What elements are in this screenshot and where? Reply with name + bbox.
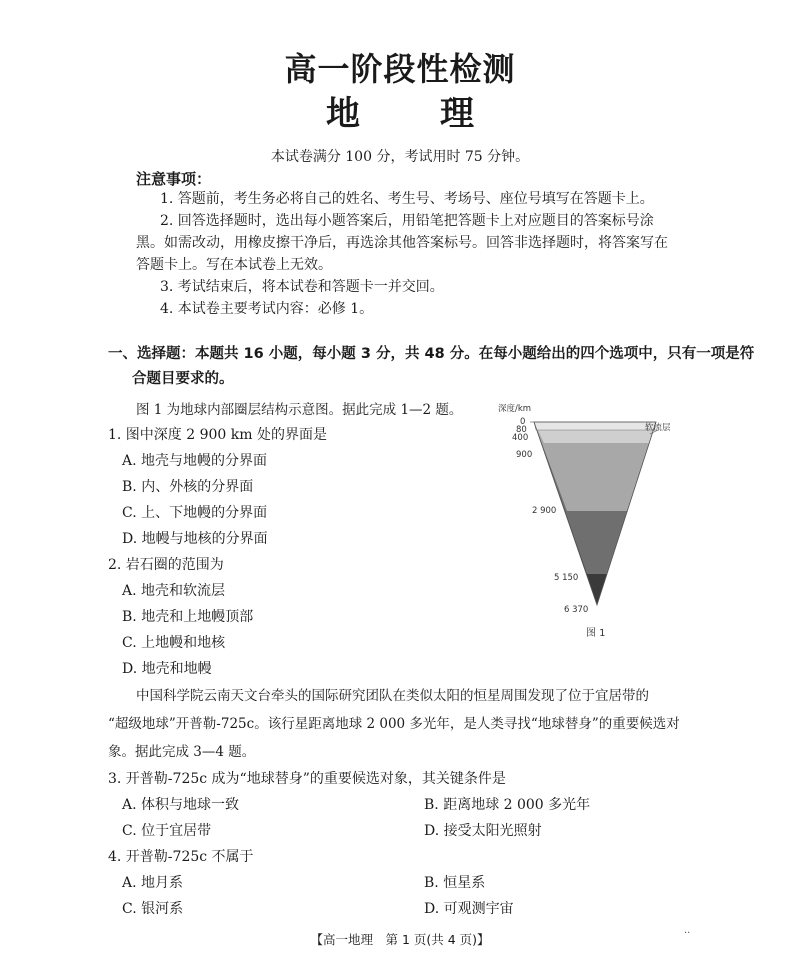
note-line-2: 2. 回答选择题时，选出每小题答案后，用铅笔把答题卡上对应题目的答案标号涂 bbox=[160, 213, 654, 229]
fig-depth-80: 80 bbox=[516, 425, 527, 435]
fig-depth-6370: 6 370 bbox=[564, 605, 589, 615]
group1-stem: 图 1 为地球内部圈层结构示意图。据此完成 1—2 题。 bbox=[136, 402, 463, 418]
q1-option-d: D. 地幔与地核的分界面 bbox=[122, 531, 268, 547]
passage-line-3: 象。据此完成 3—4 题。 bbox=[108, 744, 256, 760]
q1-option-a: A. 地壳与地幔的分界面 bbox=[122, 453, 268, 469]
exam-intro: 本试卷满分 100 分，考试用时 75 分钟。 bbox=[270, 149, 530, 165]
q4-option-a: A. 地月系 bbox=[122, 875, 184, 891]
q2-option-c: C. 上地幔和地核 bbox=[122, 635, 226, 651]
fig-depth-5150: 5 150 bbox=[554, 573, 579, 583]
q2-option-a: A. 地壳和软流层 bbox=[122, 583, 226, 599]
fig-layer-label: 软流层 bbox=[645, 423, 671, 433]
section-heading-line-2: 合题目要求的。 bbox=[132, 371, 234, 387]
corner-mark: ·· bbox=[684, 928, 691, 939]
q3-option-a: A. 体积与地球一致 bbox=[122, 797, 240, 813]
fig-crust bbox=[534, 422, 656, 430]
note-line-5: 3. 考试结束后，将本试卷和答题卡一并交回。 bbox=[160, 279, 444, 295]
passage-line-1: 中国科学院云南天文台牵头的国际研究团队在类似太阳的恒星周围发现了位于宜居带的 bbox=[136, 688, 649, 704]
page-footer: 【高一地理 第 1 页(共 4 页)】 bbox=[310, 932, 490, 947]
fig-depth-2900: 2 900 bbox=[532, 506, 557, 516]
passage-line-2: “超级地球”开普勒-725c。该行星距离地球 2 000 多光年，是人类寻找“地球替身”的重要候选对 bbox=[108, 716, 680, 732]
notes-heading: 注意事项： bbox=[136, 170, 212, 188]
q3-option-b: B. 距离地球 2 000 多光年 bbox=[424, 797, 591, 813]
question-4: 4. 开普勒-725c 不属于 bbox=[108, 849, 254, 865]
q4-option-d: D. 可观测宇宙 bbox=[424, 901, 514, 917]
note-line-6: 4. 本试卷主要考试内容：必修 1。 bbox=[160, 301, 374, 317]
q3-option-c: C. 位于宜居带 bbox=[122, 823, 212, 839]
subject-char-1: 地 bbox=[326, 94, 360, 134]
q3-option-d: D. 接受太阳光照射 bbox=[424, 823, 542, 839]
q4-option-c: C. 银河系 bbox=[122, 901, 184, 917]
exam-title: 高一阶段性检测 bbox=[284, 50, 516, 88]
section-heading bbox=[108, 342, 755, 392]
q1-option-b: B. 内、外核的分界面 bbox=[122, 479, 254, 495]
fig-caption: 图 1 bbox=[586, 628, 606, 639]
q1-option-c: C. 上、下地幔的分界面 bbox=[122, 505, 268, 521]
question-2: 2. 岩石圈的范围为 bbox=[108, 557, 224, 573]
q2-option-b: B. 地壳和上地幔顶部 bbox=[122, 609, 254, 625]
q2-option-d: D. 地壳和地幔 bbox=[122, 661, 212, 677]
subject-title bbox=[0, 86, 800, 135]
fig-depth-label: 深度/km bbox=[498, 404, 532, 414]
question-3: 3. 开普勒-725c 成为“地球替身”的重要候选对象，其关键条件是 bbox=[108, 771, 506, 787]
fig-depth-0: 0 bbox=[520, 417, 526, 427]
section-heading-line-1: 一、选择题：本题共 16 小题，每小题 3 分，共 48 分。在每小题给出的四个选项中，只有一项是符 bbox=[108, 346, 755, 362]
q4-option-b: B. 恒星系 bbox=[424, 875, 486, 891]
note-line-1: 1. 答题前，考生务必将自己的姓名、考生号、考场号、座位号填写在答题卡上。 bbox=[160, 191, 654, 207]
question-1: 1. 图中深度 2 900 km 处的界面是 bbox=[108, 427, 327, 443]
earth-structure-figure bbox=[490, 400, 680, 650]
note-line-4: 答题卡上。写在本试卷上无效。 bbox=[136, 257, 332, 273]
fig-depth-400: 400 bbox=[512, 433, 529, 443]
note-line-3: 黑。如需改动，用橡皮擦干净后，再选涂其他答案标号。回答非选择题时，将答案写在 bbox=[136, 235, 668, 251]
fig-depth-900: 900 bbox=[516, 450, 533, 460]
subject-char-2: 理 bbox=[440, 94, 474, 134]
